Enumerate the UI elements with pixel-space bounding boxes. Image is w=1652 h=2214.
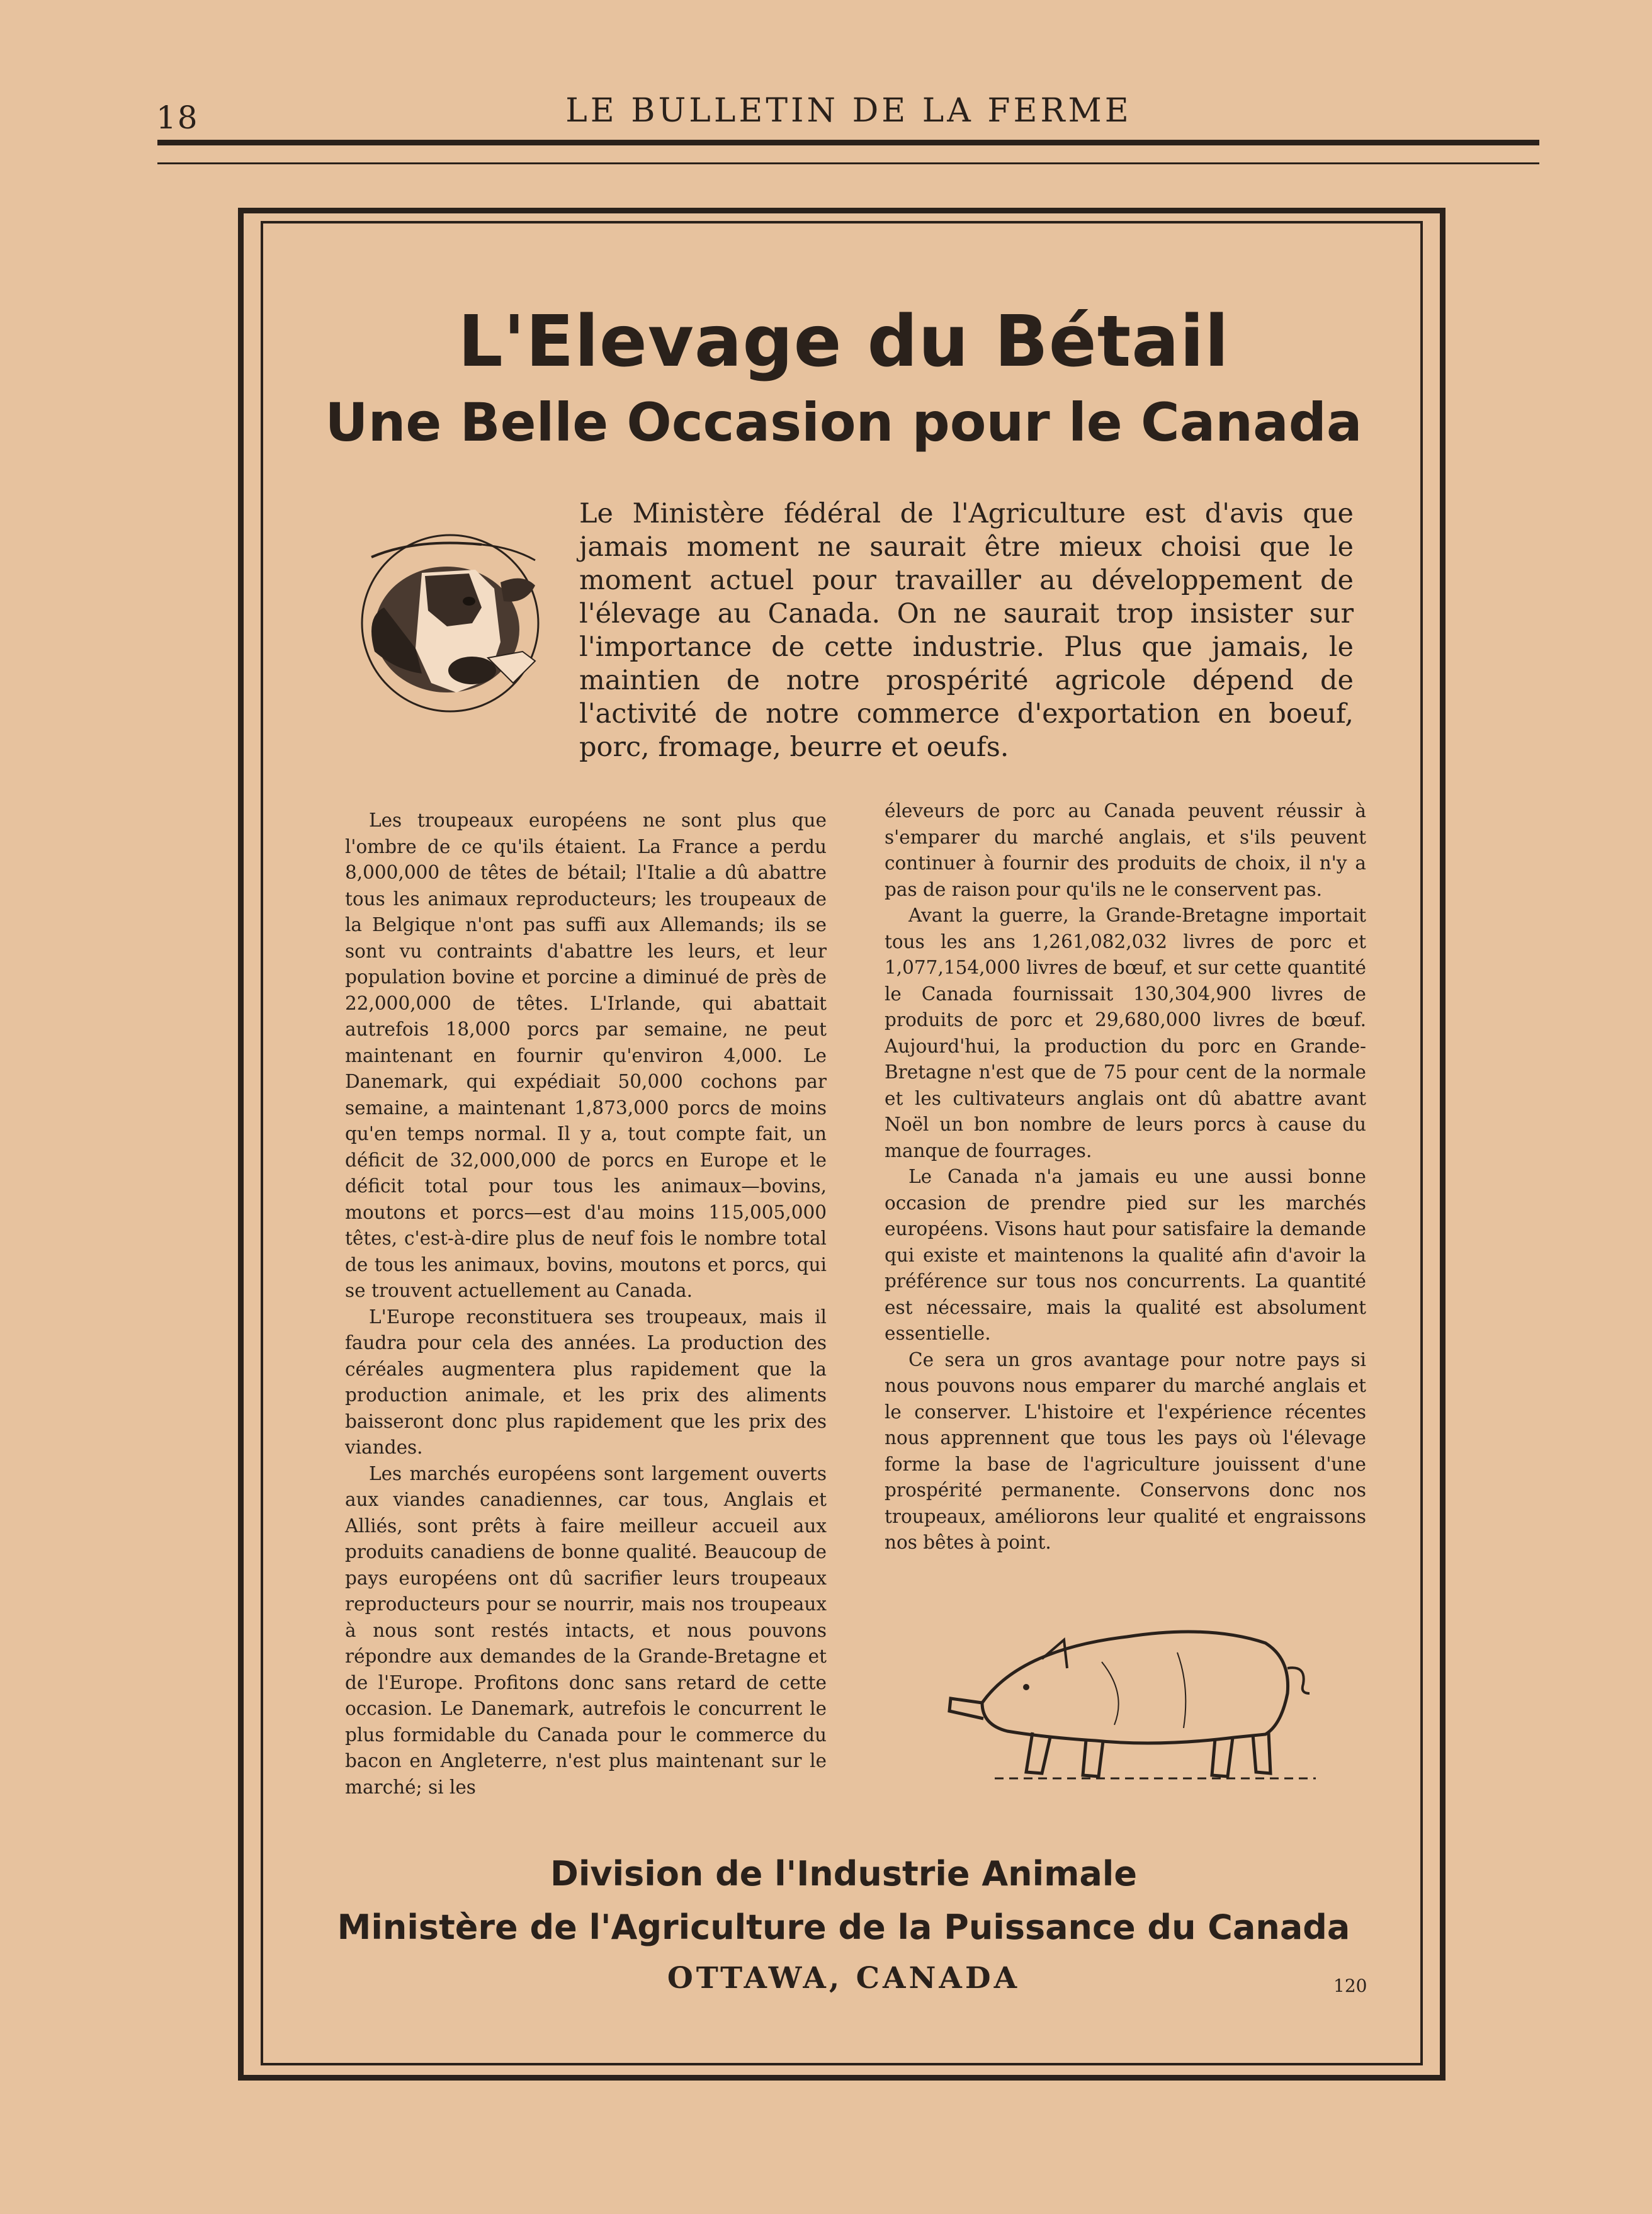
right-paragraph: Le Canada n'a jamais eu une aussi bonne occasion de prendre pied sur les marchés européens. Visons haut pour satisfaire la demande qui existe et maintenons la qualité afin d'avoir la préférence sur tous nos concurrents. La quantité est nécessaire, mais la qualité est absolument essentielle. xyxy=(885,1166,1366,1344)
ad-title: L'Elevage du Bétail xyxy=(458,301,1230,383)
right-paragraph: Ce sera un gros avantage pour notre pays si nous pouvons nous emparer du marché anglais et le conserver. L'histoire et l'expérience récentes nous apprennent que tous les pays où l'élevage forme la base de l'agriculture jouissent d'une prospérité permanente. Conservons donc nos troupeaux, améliorons leur qualité et engraissons nos bêtes à point. xyxy=(885,1348,1366,1553)
left-paragraph: Les marchés européens sont largement ouverts aux viandes canadiennes, car tous, Anglais et Alliés, sont prêts à faire meilleur accueil aux produits canadiens de bonne qualité. Beaucoup de pays européens ont dû sacrifier leurs troupeaux reproducteurs pour se nourrir, mais nos troupeaux à nous sont restés intacts, et nous pouvons répondre aux demandes de la Grande-Bretagne et de l'Europe. Profitons donc sans retard de cette occasion. Le Danemark, autrefois le concurrent le plus formidable du Canada pour le commerce du bacon en Angleterre, n'est plus maintenant sur le marché; si les xyxy=(345,1462,827,1798)
right-paragraph: Avant la guerre, la Grande-Bretagne importait tous les ans 1,261,082,032 livres de porc et 1,077,154,000 livres de bœuf, et sur cette quantité le Canada fournissait 130,304,900 livres de produits de porc et 29,680,000 livres de bœuf. Aujourd'hui, la production du porc en Grande-Bretagne n'est que de 75 pour cent de la normale et les cultivateurs anglais ont dû abattre avant Noël un bon nombre de leurs porcs à cause du manque de fourrages. xyxy=(885,905,1366,1161)
ad-code: 120 xyxy=(1333,1975,1367,1996)
ad-subtitle: Une Belle Occasion pour le Canada xyxy=(325,392,1362,453)
page-number: 18 xyxy=(156,99,199,136)
left-paragraph: L'Europe reconstituera ses troupeaux, mais il faudra pour cela des années. La production des céréales augmentera plus rapidement que la production animale, et les prix des aliments baisseront donc plus rapidement que les prix des viandes. xyxy=(345,1306,827,1458)
running-title: LE BULLETIN DE LA FERME xyxy=(565,92,1132,130)
header-rule-thin xyxy=(157,162,1539,164)
header-rule-thick xyxy=(157,140,1539,145)
left-paragraph: Les troupeaux européens ne sont plus que l'ombre de ce qu'ils étaient. La France a perdu 8,000,000 de têtes de bétail; l'Italie a dû abattre tous les animaux reproducteurs; les troupeaux de la Belgique n'ont pas suffi aux Allemands; ils se sont vu contraints d'abattre les leurs, et leur population bovine et porcine a diminué de près de 22,000,000 de têtes. L'Irlande, qui abattait autrefois 18,000 porcs par semaine, ne peut maintenant en fournir qu'environ 4,000. Le Danemark, qui expédiait 50,000 cochons par semaine, a maintenant 1,873,000 porcs de moins qu'en temps normal. Il y a, tout compte fait, un déficit de 32,000,000 de porcs en Europe et le déficit total pour tous les animaux—bovins, moutons et porcs—est d'au moins 115,005,000 têtes, c'est-à-dire plus de neuf fois le nombre total de tous les animaux, bovins, moutons et porcs, qui se trouvent actuellement au Canada. xyxy=(345,810,827,1301)
pig-icon xyxy=(938,1599,1335,1794)
right-column xyxy=(885,798,1366,1556)
footer-ministry: Ministère de l'Agriculture de la Puissance du Canada xyxy=(337,1907,1350,1947)
footer-division: Division de l'Industrie Animale xyxy=(550,1854,1137,1894)
right-paragraph-continuation: éleveurs de porc au Canada peuvent réussir à s'emparer du marché anglais, et s'ils peuvent continuer à fournir des produits de choix, il n'y a pas de raison pour qu'ils ne le conservent pas. xyxy=(885,800,1366,900)
footer-location: OTTAWA, CANADA xyxy=(667,1961,1021,1996)
cow-head-icon xyxy=(346,513,560,727)
left-column xyxy=(345,808,827,1800)
ad-intro: Le Ministère fédéral de l'Agriculture est d'avis que jamais moment ne saurait être mieux choisi que le moment actuel pour travailler au développement de l'élevage au Canada. On ne saurait trop insister sur l'importance de cette industrie. Plus que jamais, le maintien de notre prospérité agricole dépend de l'activité de notre commerce d'exportation en boeuf, porc, fromage, beurre et oeufs. xyxy=(579,498,1354,763)
page-header xyxy=(156,87,1541,136)
